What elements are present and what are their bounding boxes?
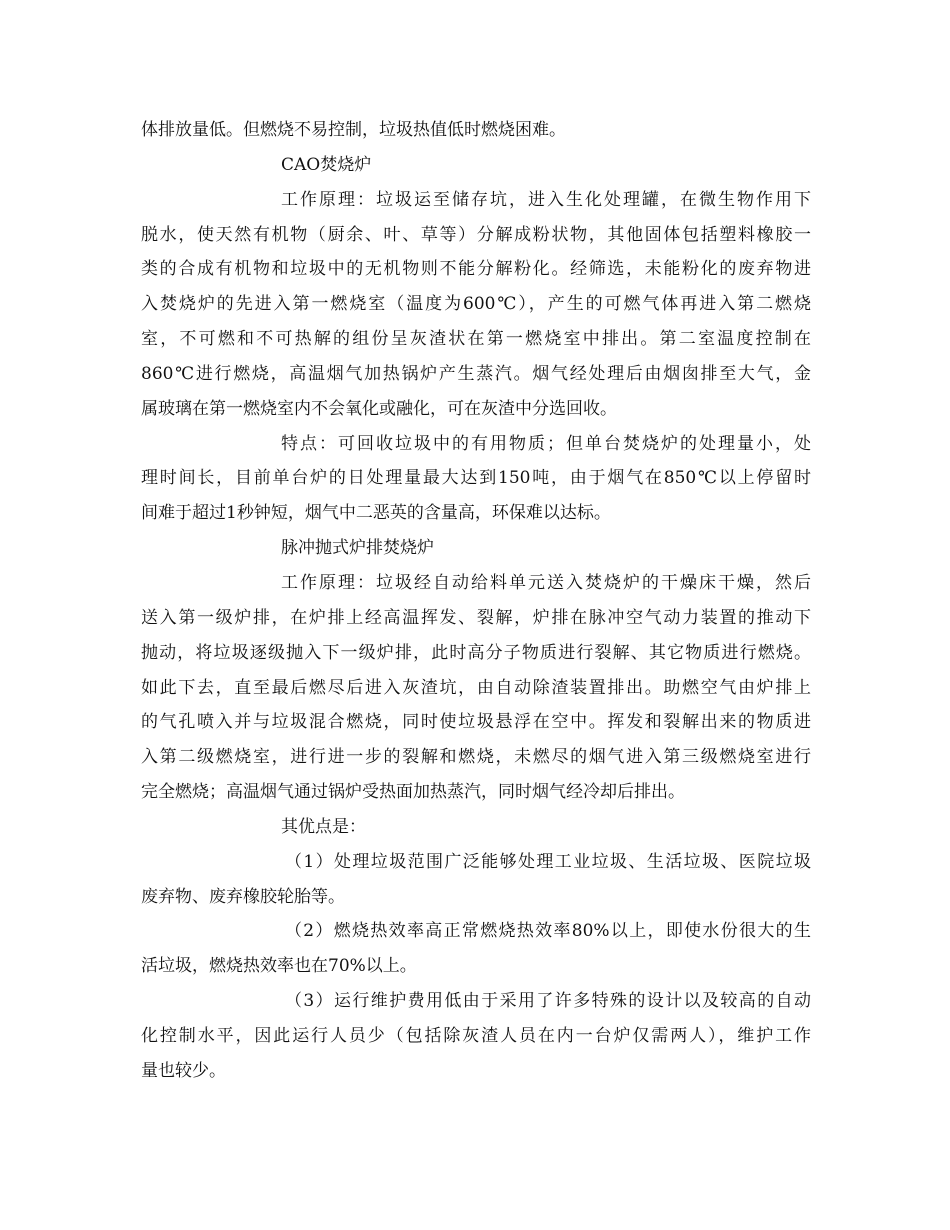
paragraph-line: 抛动，将垃圾逐级抛入下一级炉排，此时高分子物质进行裂解、其它物质进行燃烧。 xyxy=(141,642,811,663)
paragraph-line: 工作原理：垃圾运至储存坑，进入生化处理罐，在微生物作用下 xyxy=(281,189,811,210)
paragraph-line: 间难于超过1秒钟短，烟气中二恶英的含量高，环保难以达标。 xyxy=(141,503,611,524)
paragraph-line: 送入第一级炉排，在炉排上经高温挥发、裂解，炉排在脉冲空气动力装置的推动下 xyxy=(141,607,811,628)
list-item-1-cont: 废弃物、废弃橡胶轮胎等。 xyxy=(141,886,345,907)
advantages-heading: 其优点是： xyxy=(281,816,366,837)
paragraph-line: 室，不可燃和不可热解的组份呈灰渣状在第一燃烧室中排出。第二室温度控制在 xyxy=(141,329,811,350)
paragraph-line: 类的合成有机物和垃圾中的无机物则不能分解粉化。经筛选，未能粉化的废弃物进 xyxy=(141,259,811,280)
paragraph-line: 属玻璃在第一燃烧室内不会氧化或融化，可在灰渣中分选回收。 xyxy=(141,398,617,419)
paragraph-line: 完全燃烧；高温烟气通过锅炉受热面加热蒸汽，同时烟气经冷却后排出。 xyxy=(141,782,685,803)
paragraph-line: 入焚烧炉的先进入第一燃烧室（温度为600℃），产生的可燃气体再进入第二燃烧 xyxy=(141,294,811,315)
paragraph-line: 860℃进行燃烧，高温烟气加热锅炉产生蒸汽。烟气经处理后由烟囱排至大气，金 xyxy=(141,363,811,384)
paragraph-line: 入第二级燃烧室，进行进一步的裂解和燃烧，未燃尽的烟气进入第三级燃烧室进行 xyxy=(141,747,811,768)
list-item-3-cont: 化控制水平，因此运行人员少（包括除灰渣人员在内一台炉仅需两人），维护工作 xyxy=(141,1025,811,1046)
paragraph-line: 工作原理：垃圾经自动给料单元送入焚烧炉的干燥床干燥，然后 xyxy=(281,572,811,593)
paragraph-line: 的气孔喷入并与垃圾混合燃烧，同时使垃圾悬浮在空中。挥发和裂解出来的物质进 xyxy=(141,712,811,733)
paragraph-line: 特点：可回收垃圾中的有用物质；但单台焚烧炉的处理量小，处 xyxy=(281,433,811,454)
paragraph-line: 如此下去，直至最后燃尽后进入灰渣坑，由自动除渣装置排出。助燃空气由炉排上 xyxy=(141,677,811,698)
section-heading-cao: CAO焚烧炉 xyxy=(281,154,372,175)
list-item-3: （3）运行维护费用低由于采用了许多特殊的设计以及较高的自动 xyxy=(285,991,811,1012)
paragraph-line: 理时间长，目前单台炉的日处理量最大达到150吨，由于烟气在850℃以上停留时 xyxy=(141,468,811,489)
paragraph-line: 脱水，使天然有机物（厨余、叶、草等）分解成粉状物，其他固体包括塑料橡胶一 xyxy=(141,224,811,245)
section-heading-pulse: 脉冲抛式炉排焚烧炉 xyxy=(281,538,434,559)
document-page xyxy=(141,113,811,1089)
list-item-1: （1）处理垃圾范围广泛能够处理工业垃圾、生活垃圾、医院垃圾 xyxy=(285,851,811,872)
list-item-3-cont: 量也较少。 xyxy=(141,1060,226,1081)
list-item-2: （2）燃烧热效率高正常燃烧热效率80%以上，即使水份很大的生 xyxy=(285,921,811,942)
list-item-2-cont: 活垃圾，燃烧热效率也在70%以上。 xyxy=(141,956,417,977)
paragraph-line: 体排放量低。但燃烧不易控制，垃圾热值低时燃烧困难。 xyxy=(141,120,566,140)
